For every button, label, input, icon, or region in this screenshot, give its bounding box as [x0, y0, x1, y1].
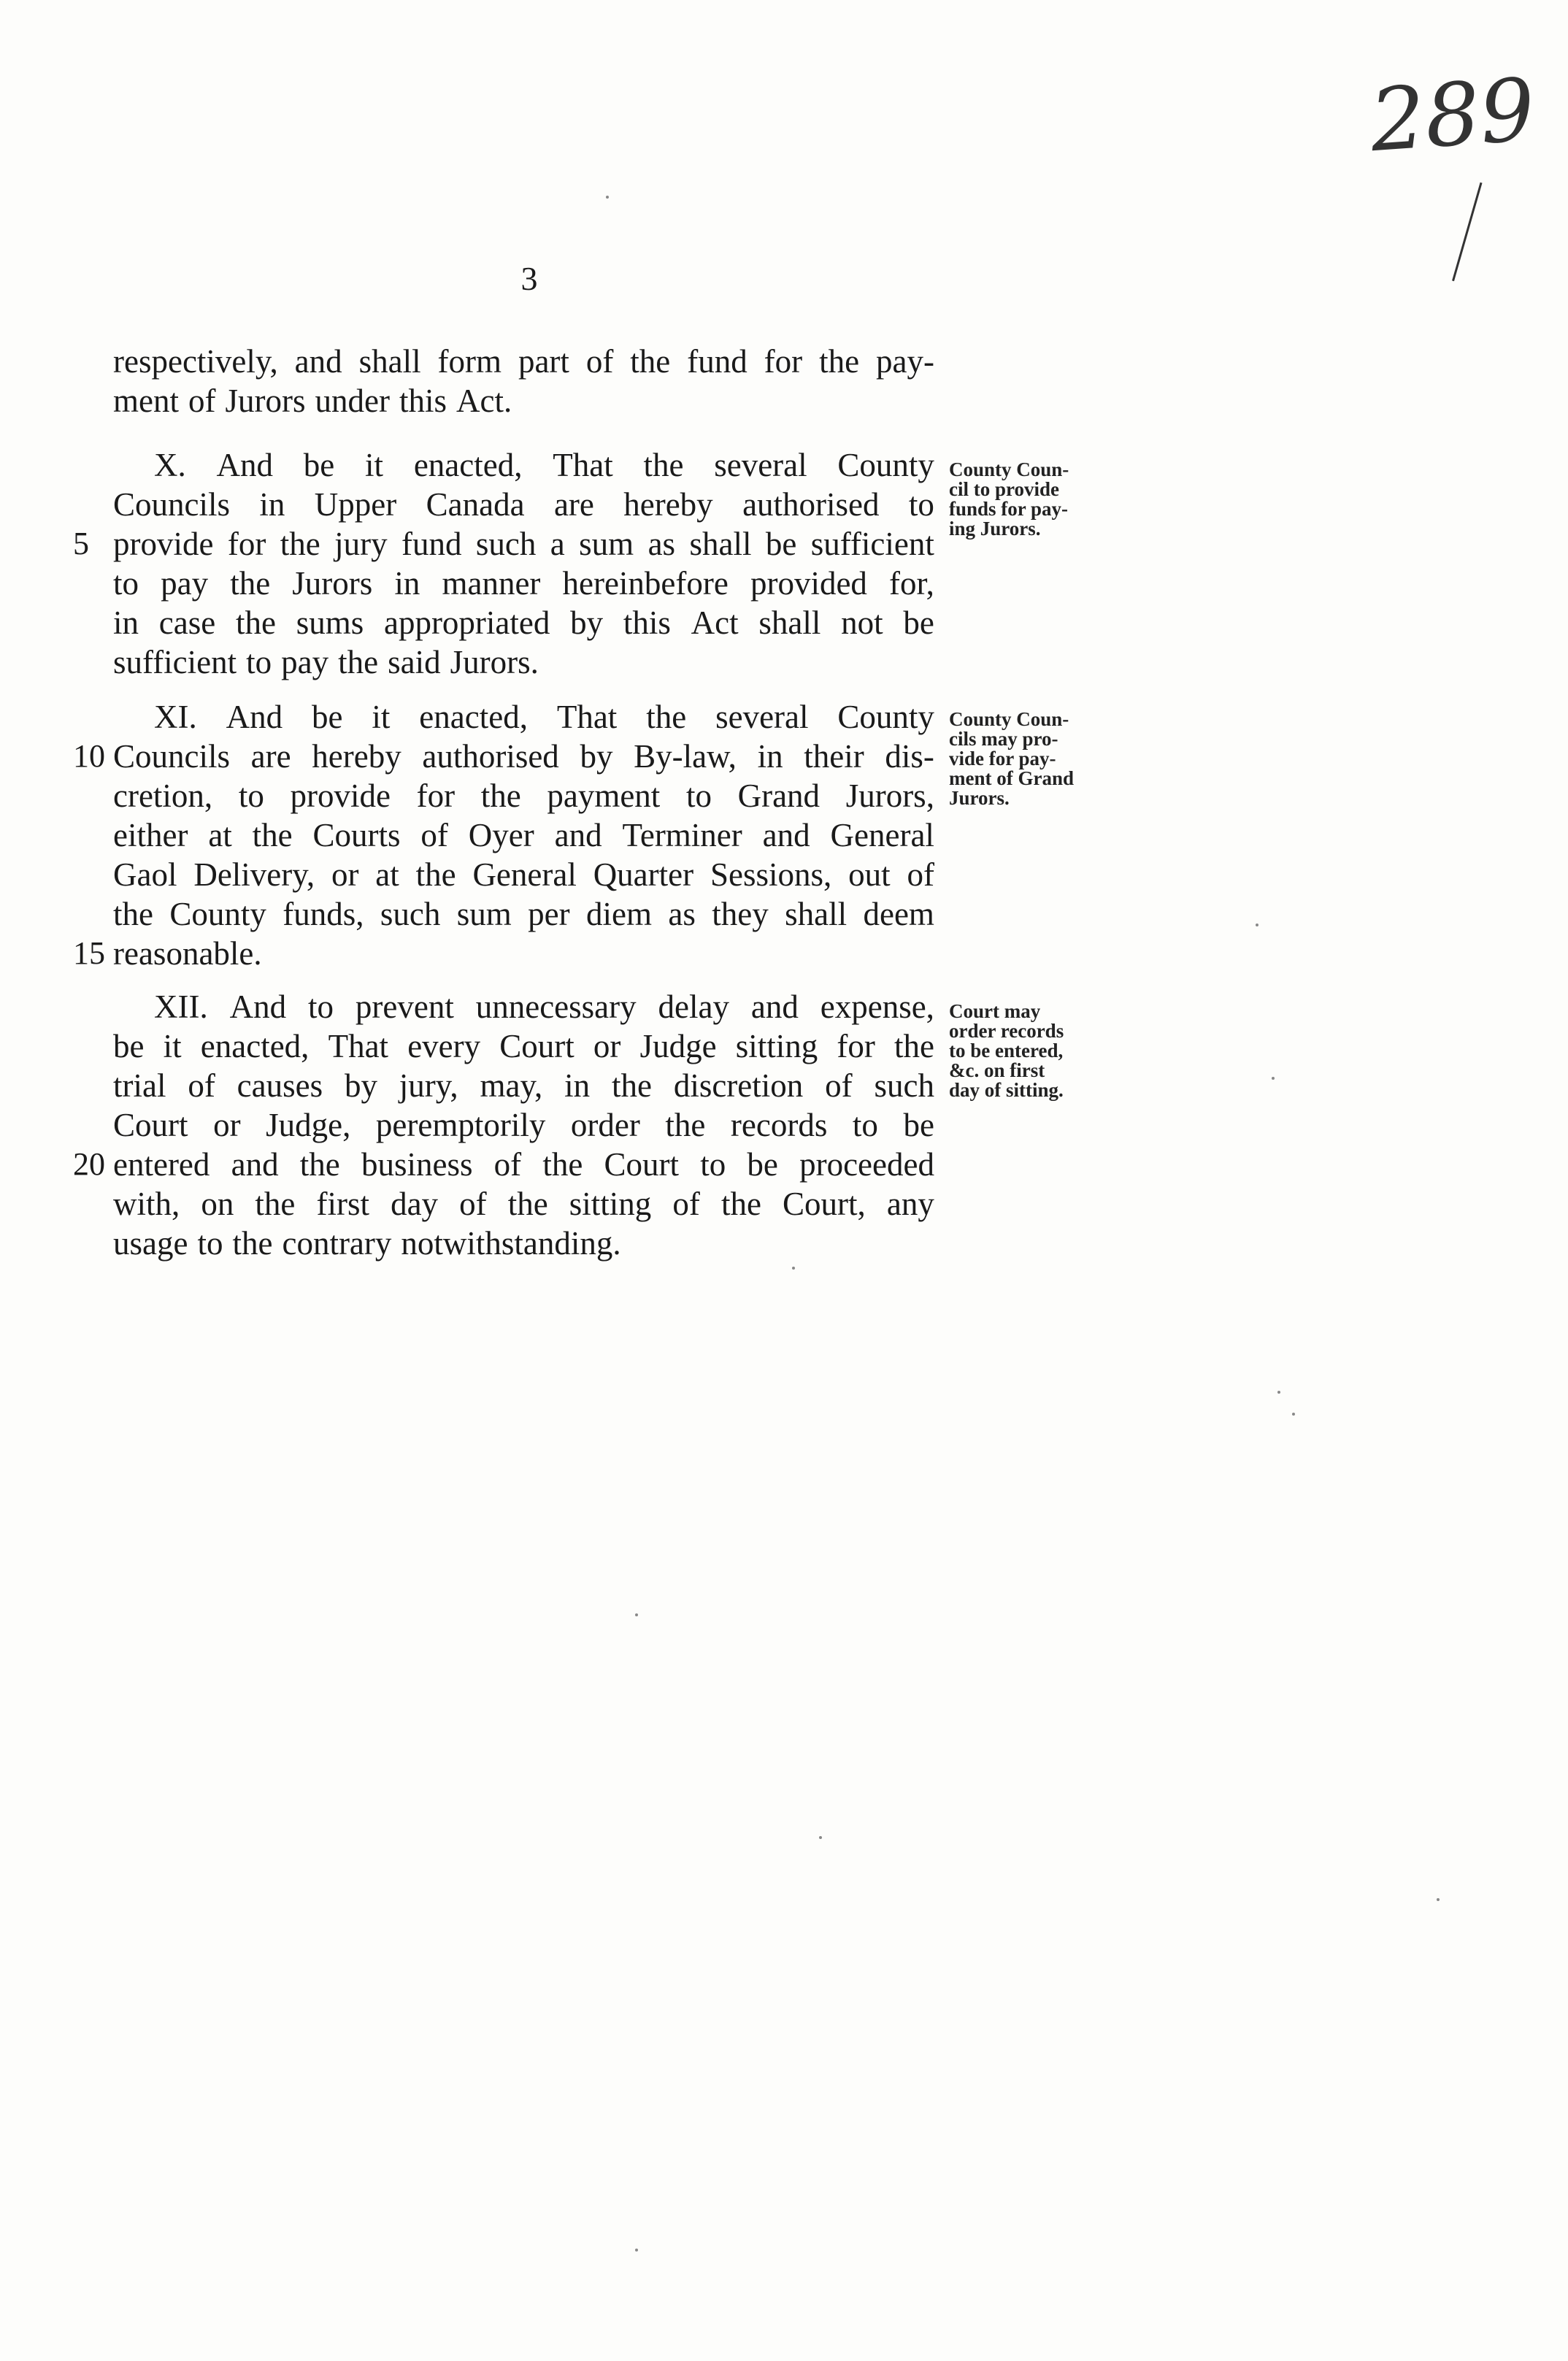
scan-speck	[1437, 1898, 1440, 1901]
text-line: either at the Courts of Oyer and Terminer and General	[113, 817, 934, 853]
section-x-paragraph	[73, 445, 934, 682]
text-line: reasonable. 15	[73, 935, 262, 972]
text-line: in case the sums appropriated by this Act shall not be	[113, 604, 934, 641]
page-number: 3	[520, 260, 538, 297]
text-line: be it enacted, That every Court or Judge sitting for the	[113, 1028, 934, 1064]
folio-text: 289	[1367, 58, 1538, 172]
text-line: Councils in Upper Canada are hereby authorised to	[113, 486, 934, 523]
line-number: 5	[73, 526, 89, 561]
folio-stroke	[1452, 183, 1482, 281]
line-number: 15	[73, 935, 105, 971]
text-line: with, on the first day of the sitting of the Court, any	[113, 1186, 934, 1222]
text-line: usage to the contrary notwithstanding.	[113, 1225, 621, 1262]
margin-note-court-records: Court may order records to be entered, &c. on first day of sitting.	[949, 1000, 1064, 1101]
scan-speck	[606, 196, 609, 199]
scan-speck	[1256, 924, 1258, 926]
section-xi-paragraph	[73, 697, 934, 973]
line-number: 10	[73, 738, 105, 774]
text-line: to pay the Jurors in manner hereinbefore provided for,	[113, 565, 934, 602]
text-line: provide for the jury fund such a sum as shall be sufficient 5	[73, 526, 934, 562]
text-line: sufficient to pay the said Jurors.	[113, 644, 539, 680]
scan-speck	[792, 1267, 795, 1270]
text-line: Court or Judge, peremptorily order the records to be	[113, 1107, 934, 1143]
line-number: 20	[73, 1146, 105, 1182]
opening-paragraph	[113, 342, 934, 421]
text-line: the County funds, such sum per diem as they shall deem	[113, 896, 934, 932]
text-line: trial of causes by jury, may, in the discretion of such	[113, 1067, 934, 1104]
scan-speck	[1277, 1391, 1280, 1394]
text-line: X. And be it enacted, That the several County	[154, 447, 934, 483]
text-line: ment of Jurors under this Act.	[113, 383, 512, 419]
handwritten-folio-number	[1367, 58, 1538, 223]
scan-speck	[1292, 1413, 1295, 1416]
scan-speck	[635, 1613, 638, 1616]
text-line: Gaol Delivery, or at the General Quarter Sessions, out of	[113, 856, 934, 893]
scan-speck	[819, 1836, 822, 1839]
text-line: XI. And be it enacted, That the several County	[154, 699, 934, 735]
margin-note-grand-jurors: County Coun- cils may pro- vide for pay- ment of Grand Jurors.	[949, 708, 1074, 809]
text-line: entered and the business of the Court to be proceeded 20	[73, 1146, 934, 1183]
scan-speck	[1272, 1077, 1275, 1080]
text-line: cretion, to provide for the payment to Grand Jurors,	[113, 778, 934, 814]
margin-note-county-council-funds: County Coun- cil to provide funds for pay- ing Jurors.	[949, 458, 1069, 540]
text-line: respectively, and shall form part of the fund for the pay-	[113, 343, 934, 380]
scan-speck	[635, 2249, 638, 2251]
text-line: Councils are hereby authorised by By-law, in their dis- 10	[73, 738, 934, 775]
section-xii-paragraph	[73, 987, 934, 1263]
text-line: XII. And to prevent unnecessary delay and expense,	[154, 988, 934, 1025]
